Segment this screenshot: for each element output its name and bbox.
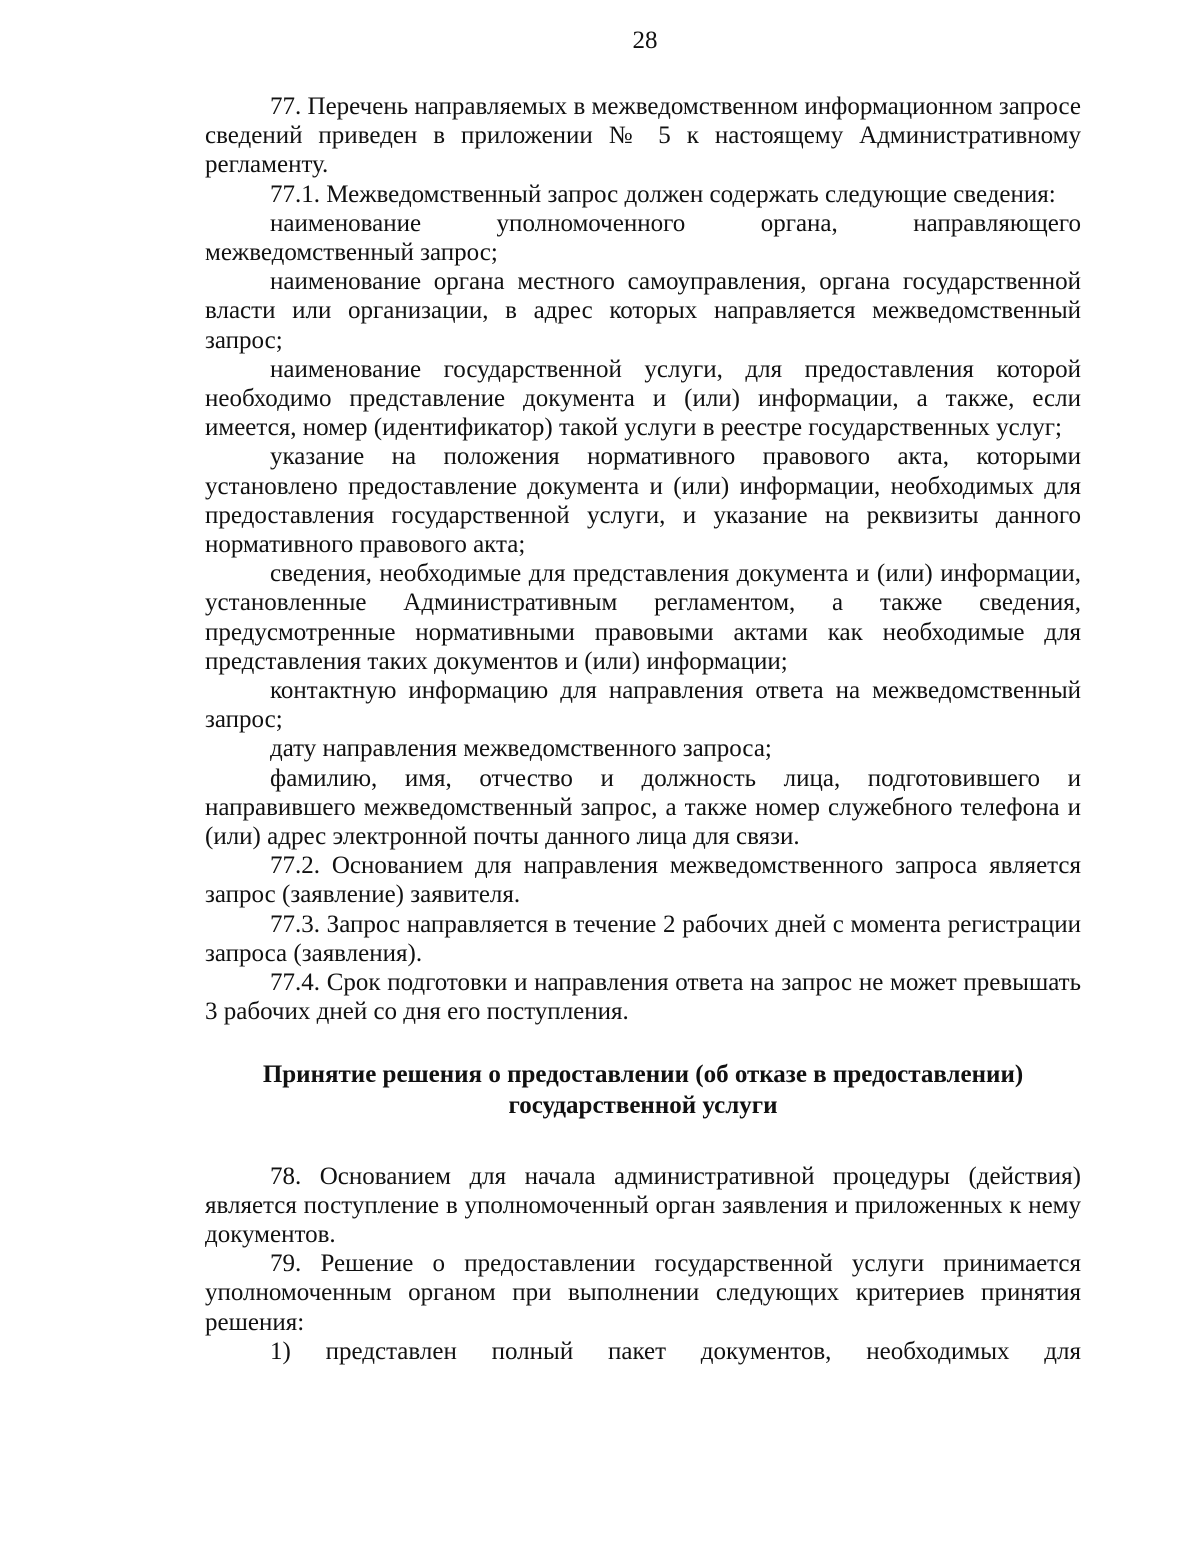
paragraph-77-1: 77.1. Межведомственный запрос должен содержать следующие сведения: [270, 180, 1056, 208]
list-item-authorized-body: наименование уполномоченного органа, направляющего межведомственный запрос; [205, 209, 1081, 267]
paragraph-77-4: 77.4. Срок подготовки и направления ответа на запрос не может превышать 3 рабочих дней со дня его поступления. [205, 969, 1081, 1026]
list-item-contact-info: контактную информацию для направления ответа на межведомственный запрос; [205, 677, 1081, 734]
list-item-legal-act: указание на положения нормативного правового акта, которыми установлено предоставление документа и (или) информации, необходимых для предоставления государственной услуги, и указание на реквизиты данного нормативного правового акта; [205, 443, 1081, 559]
paragraph-78: 78. Основанием для начала административной процедуры (действия) является поступление в уполномоченный орган заявления и приложенных к нему документов. [205, 1162, 1081, 1248]
list-item-service-name: наименование государственной услуги, для предоставления которой необходимо представление документа и (или) информации, а также, если имеется, номер (идентификатор) такой услуги в реестре государственных услуг; [205, 355, 1081, 442]
section-heading [205, 1059, 1081, 1121]
paragraph-77-2: 77.2. Основанием для направления межведомственного запроса является запрос (заявление) заявителя. [205, 852, 1081, 909]
criterion-1-partial: 1) представлен полный пакет документов, необходимых для [270, 1337, 1081, 1365]
document-body [205, 92, 1081, 1366]
section-heading-line-2: государственной услуги [508, 1091, 778, 1119]
paragraph-79: 79. Решение о предоставлении государственной услуги принимается уполномоченным органом при выполнении следующих критериев принятия решения: [205, 1250, 1081, 1336]
section-heading-line-1: Принятие решения о предоставлении (об отказе в предоставлении) [262, 1060, 1024, 1088]
list-item-recipient-body: наименование органа местного самоуправления, органа государственной власти или организации, в адрес которых направляется межведомственный запрос; [205, 268, 1081, 354]
paragraph-77: 77. Перечень направляемых в межведомственном информационном запросе сведений приведен в приложении № 5 к настоящему Административному регламенту. [205, 93, 1081, 179]
list-item-required-info: сведения, необходимые для представления документа и (или) информации, установленные Административным регламентом, а также сведения, предусмотренные нормативными правовыми актами как необходимые для представления таких документов и (или) информации; [205, 560, 1081, 675]
paragraph-77-3: 77.3. Запрос направляется в течение 2 рабочих дней с момента регистрации запроса (заявления). [205, 910, 1081, 967]
page-number: 28 [632, 27, 658, 54]
list-item-responsible-person: фамилию, имя, отчество и должность лица, подготовившего и направившего межведомственный запрос, а также номер служебного телефона и (или) адрес электронной почты данного лица для связи. [205, 764, 1081, 851]
list-item-request-date: дату направления межведомственного запроса; [270, 735, 772, 763]
